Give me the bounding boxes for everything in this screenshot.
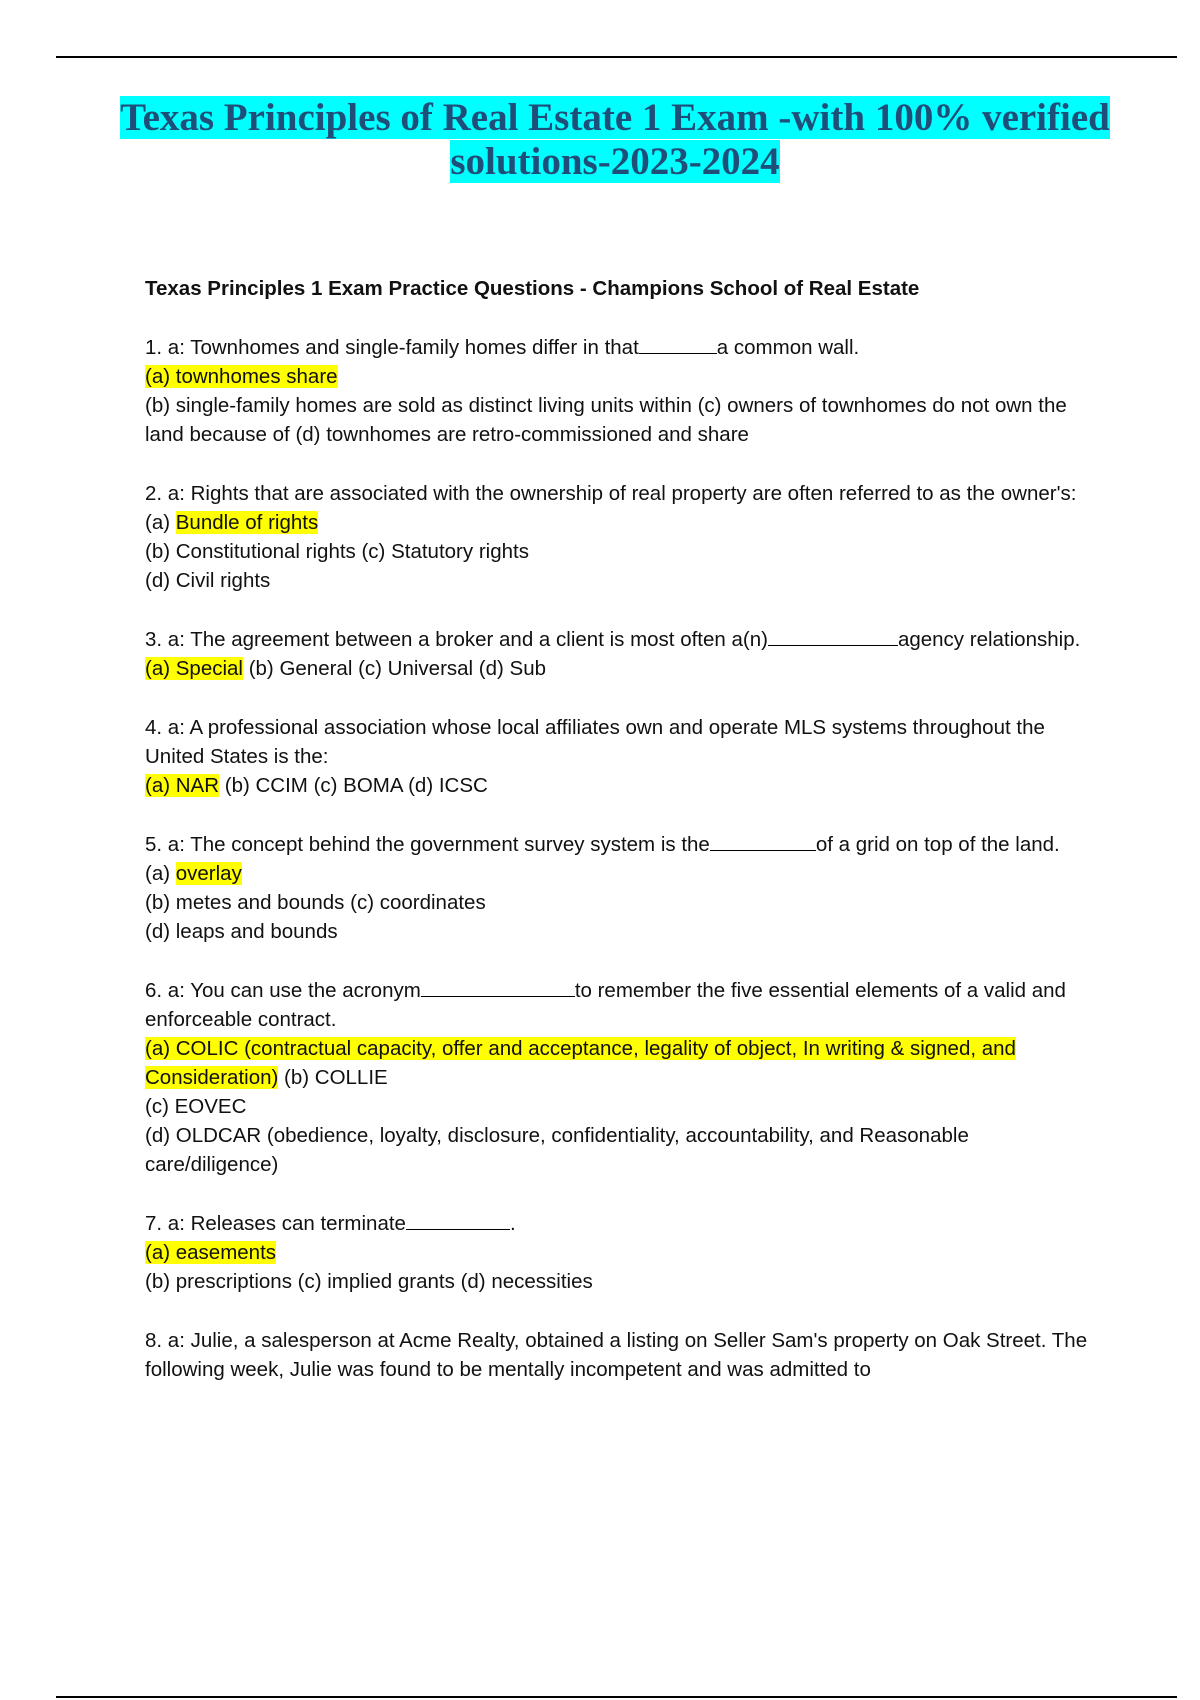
top-divider xyxy=(56,56,1177,58)
question-1 xyxy=(145,333,1095,449)
document-subtitle: Texas Principles 1 Exam Practice Questions - Champions School of Real Estate xyxy=(145,277,920,300)
answer-options: (c) EOVEC xyxy=(145,1095,247,1118)
answer-options: (d) OLDCAR (obedience, loyalty, disclosure, confidentiality, accountability, and Reasonable care/diligence) xyxy=(145,1124,969,1176)
answer-options: (b) CCIM (c) BOMA (d) ICSC xyxy=(219,774,488,797)
title-line-1: Texas Principles of Real Estate 1 Exam -with 100% verified xyxy=(120,96,1110,139)
answer-options: (b) prescriptions (c) implied grants (d) necessities xyxy=(145,1270,593,1293)
question-stem: 5. a: The concept behind the government survey system is the of a grid on top of the land. xyxy=(145,830,1095,859)
question-2: 2. a: Rights that are associated with the ownership of real property are often referred to as the owner's: (a) Bundle of rights (b) Constitutional rights (c) Statutory rights (d) Civil rights xyxy=(145,479,1095,595)
answer-options: (d) Civil rights xyxy=(145,569,271,592)
correct-answer: (a) townhomes share xyxy=(145,365,338,388)
correct-answer: (a) Special xyxy=(145,657,243,680)
question-stem: 6. a: You can use the acronym to remember the five essential elements of a valid and enforceable contract. xyxy=(145,976,1095,1034)
question-6 xyxy=(145,976,1095,1179)
answer-options: (d) leaps and bounds xyxy=(145,920,338,943)
title-line-2: solutions-2023-2024 xyxy=(450,140,780,183)
answer-options: (b) COLLIE xyxy=(278,1066,388,1089)
correct-answer: overlay xyxy=(175,862,242,885)
correct-answer: (a) easements xyxy=(145,1241,277,1264)
question-4 xyxy=(145,713,1095,800)
answer-blank xyxy=(710,830,816,851)
question-3 xyxy=(145,625,1095,683)
document-title xyxy=(100,96,1130,184)
correct-answer: (a) COLIC (contractual capacity, offer and acceptance, legality of object, In writing & signed, and Consideration) xyxy=(145,1037,1016,1089)
answer-blank xyxy=(639,333,717,354)
question-8 xyxy=(145,1326,1095,1384)
question-stem: 4. a: A professional association whose local affiliates own and operate MLS systems throughout the United States is the: xyxy=(145,716,1045,768)
question-stem: 1. a: Townhomes and single-family homes differ in that a common wall. xyxy=(145,333,1095,362)
answer-blank xyxy=(421,976,575,997)
answer-blank xyxy=(406,1209,510,1230)
question-5: 5. a: The concept behind the government survey system is the of a grid on top of the land. (a) overlay (b) metes and bounds (c) coordinates (d) leaps and bounds xyxy=(145,830,1095,946)
answer-options: (b) metes and bounds (c) coordinates xyxy=(145,891,486,914)
question-7 xyxy=(145,1209,1095,1296)
document-body xyxy=(145,274,1095,1414)
correct-answer: Bundle of rights xyxy=(175,511,319,534)
correct-answer: (a) NAR xyxy=(145,774,220,797)
bottom-divider xyxy=(56,1696,1177,1698)
question-stem: 3. a: The agreement between a broker and a client is most often a(n) agency relationship. xyxy=(145,625,1095,654)
answer-options: (b) Constitutional rights (c) Statutory rights xyxy=(145,540,529,563)
answer-options: (b) single-family homes are sold as distinct living units within (c) owners of townhomes do not own the land because of (d) townhomes are retro-commissioned and share xyxy=(145,394,1067,446)
question-stem: 8. a: Julie, a salesperson at Acme Realty, obtained a listing on Seller Sam's property on Oak Street. The following week, Julie was found to be mentally incompetent and was admitted to xyxy=(145,1329,1088,1381)
answer-blank xyxy=(768,625,898,646)
answer-options: (b) General (c) Universal (d) Sub xyxy=(243,657,547,680)
question-stem: 7. a: Releases can terminate . xyxy=(145,1209,1095,1238)
question-stem: 2. a: Rights that are associated with the ownership of real property are often referred to as the owner's: xyxy=(145,482,1077,505)
